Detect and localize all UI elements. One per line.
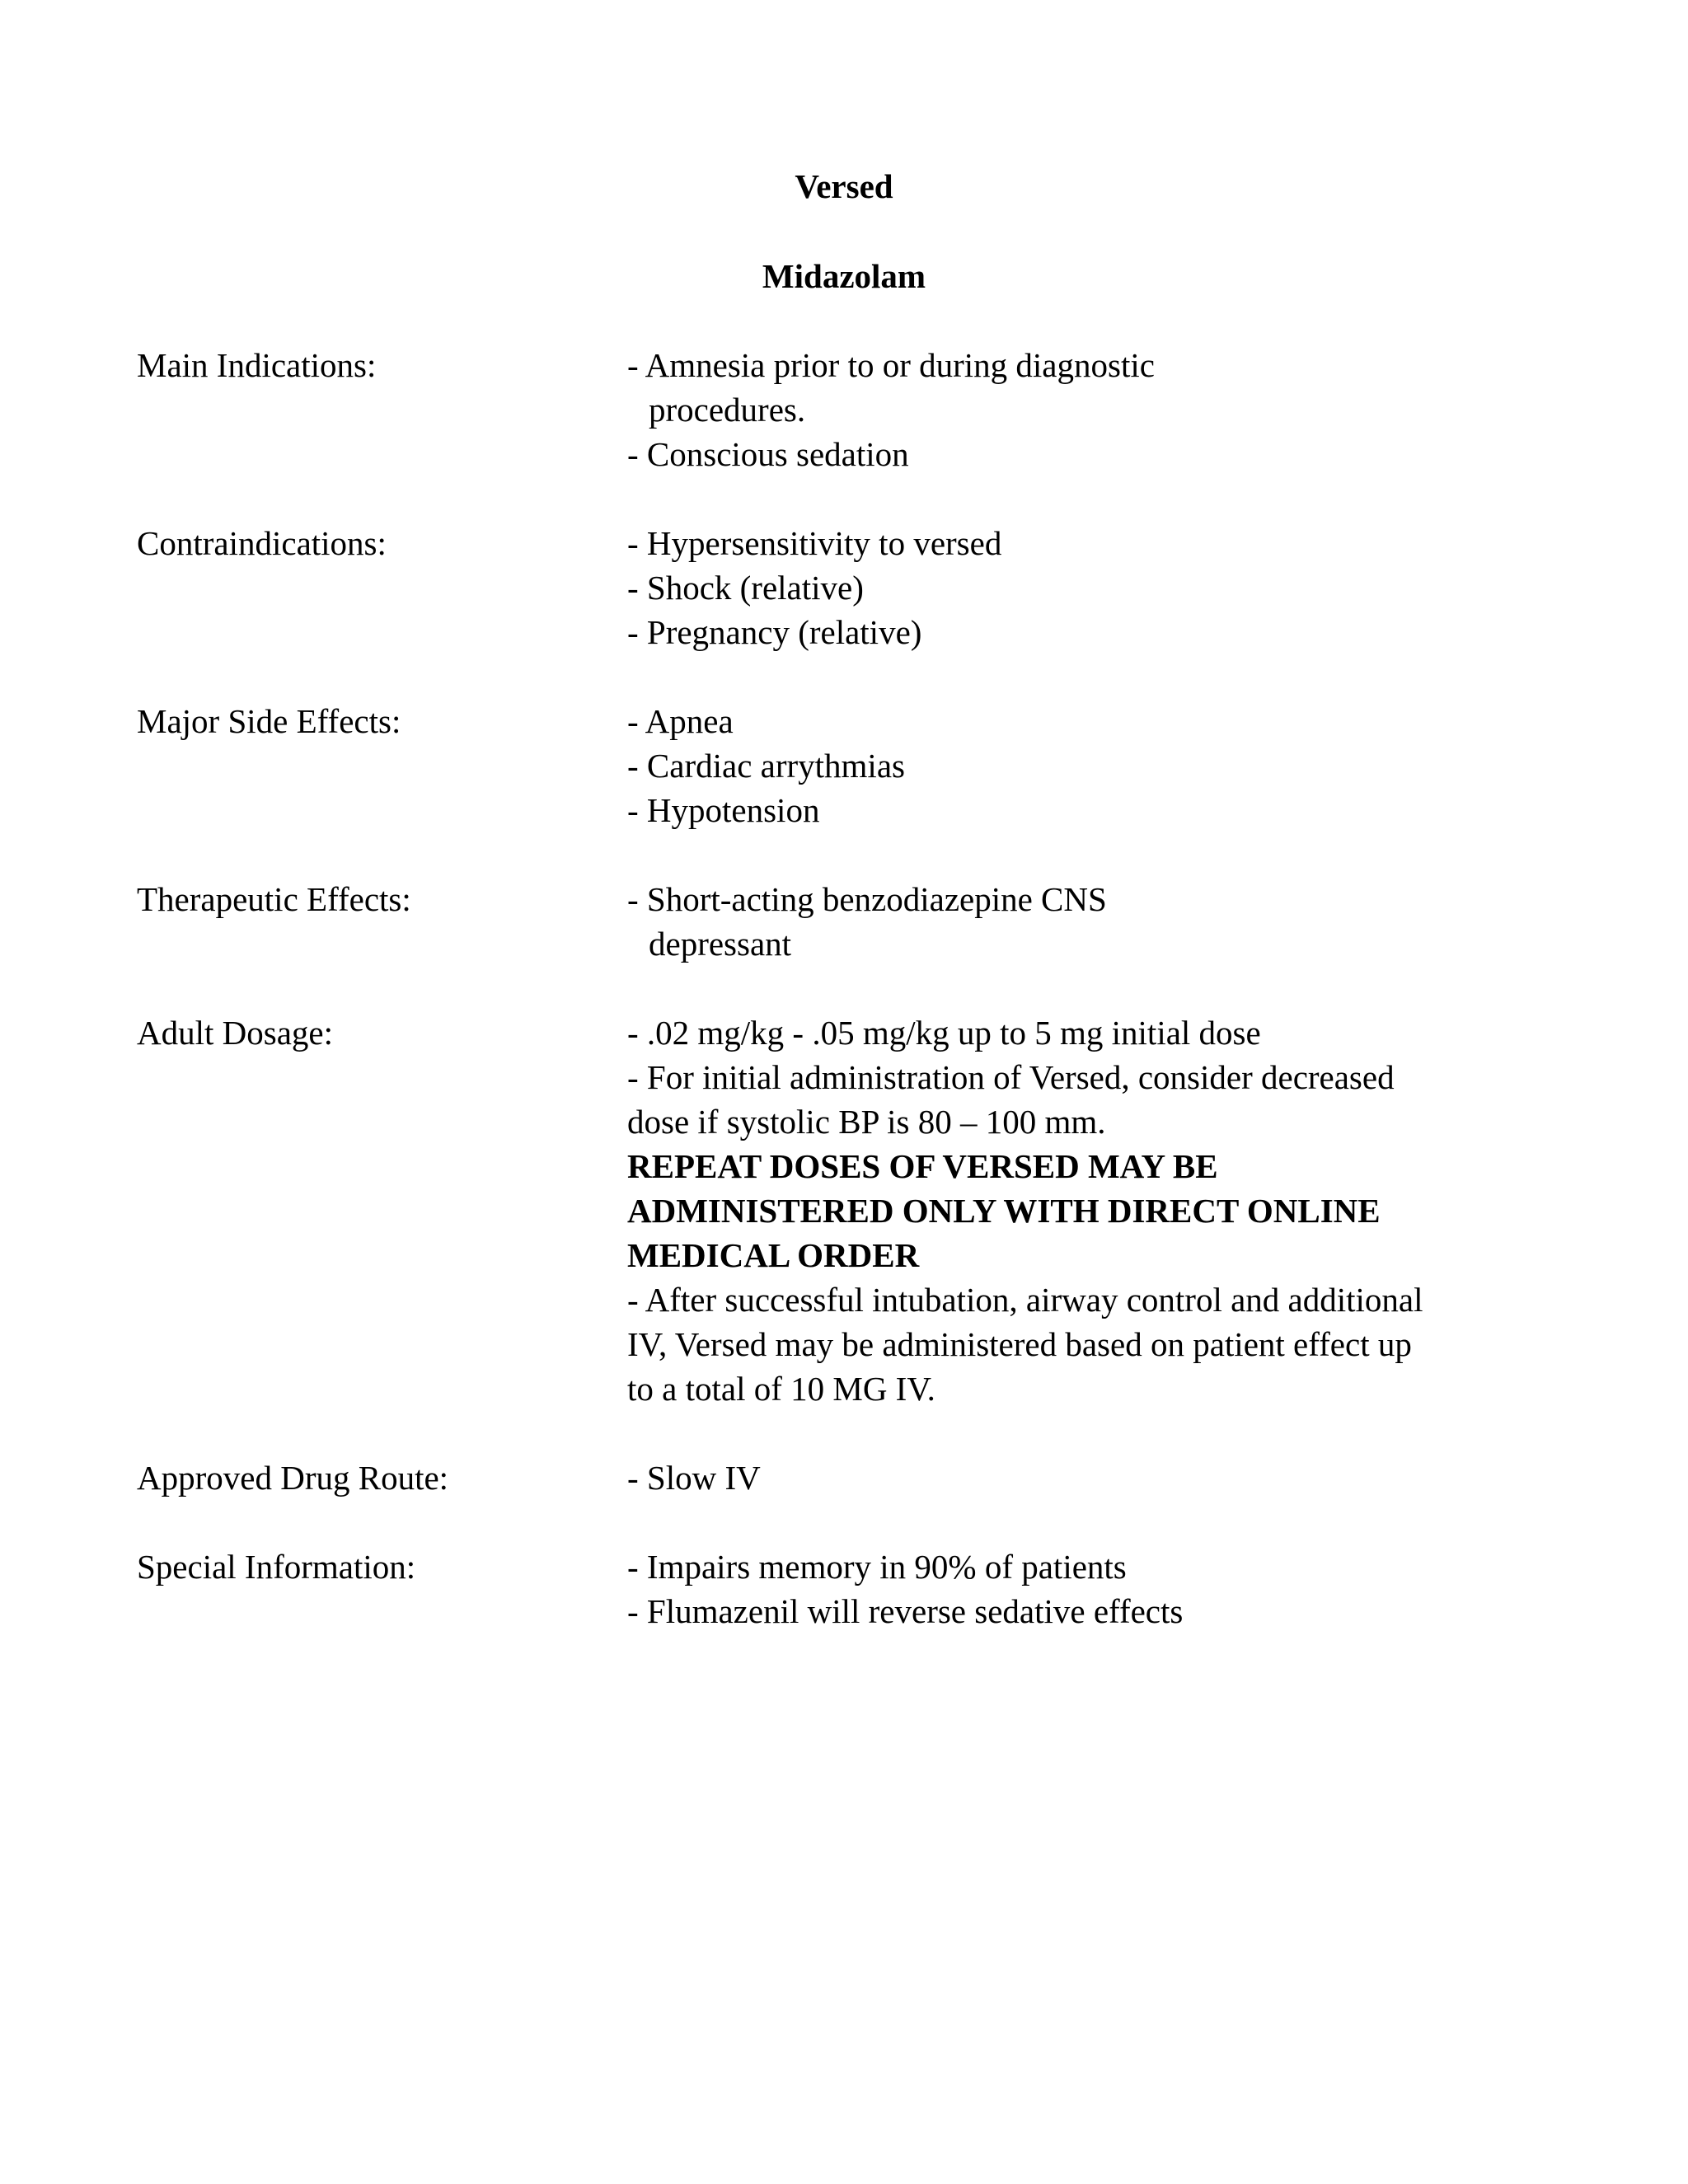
content-line: - Impairs memory in 90% of patients — [627, 1548, 1127, 1586]
info-section — [137, 521, 1571, 654]
section-content — [627, 1455, 1559, 1500]
content-line: - Hypersensitivity to versed — [627, 524, 1002, 562]
warning-line: MEDICAL ORDER — [627, 1236, 920, 1274]
section-label: Therapeutic Effects: — [137, 880, 411, 918]
content-line: dose if systolic BP is 80 – 100 mm. — [627, 1103, 1106, 1141]
info-section — [137, 1455, 1571, 1500]
section-content — [627, 343, 1559, 476]
section-label: Major Side Effects: — [137, 702, 401, 740]
section-content — [627, 1010, 1559, 1411]
section-label: Special Information: — [137, 1548, 416, 1586]
section-content — [627, 1544, 1559, 1633]
info-section — [137, 877, 1571, 966]
section-label: Main Indications: — [137, 346, 377, 384]
content-line: procedures. — [649, 391, 806, 429]
info-section — [137, 699, 1571, 832]
warning-line: REPEAT DOSES OF VERSED MAY BE — [627, 1147, 1218, 1185]
content-line: - Hypotension — [627, 791, 820, 829]
section-content — [627, 699, 1559, 832]
content-line: - Conscious sedation — [627, 435, 909, 473]
info-section — [137, 343, 1571, 476]
content-line: - After successful intubation, airway control and additional — [627, 1281, 1423, 1319]
section-content — [627, 521, 1559, 654]
section-label: Approved Drug Route: — [137, 1459, 449, 1497]
drug-info-sections — [137, 343, 1571, 1678]
content-line: depressant — [649, 925, 792, 963]
warning-line: ADMINISTERED ONLY WITH DIRECT ONLINE — [627, 1192, 1381, 1230]
content-line: - Cardiac arrythmias — [627, 747, 905, 785]
content-line: to a total of 10 MG IV. — [627, 1370, 935, 1408]
document-subtitle: Midazolam — [762, 257, 926, 295]
content-line: - For initial administration of Versed, consider decreased — [627, 1058, 1395, 1096]
content-line: - Shock (relative) — [627, 569, 864, 607]
content-line: - Flumazenil will reverse sedative effects — [627, 1592, 1184, 1630]
content-line: - Pregnancy (relative) — [627, 613, 922, 651]
section-content — [627, 877, 1559, 966]
info-section — [137, 1544, 1571, 1633]
content-line: IV, Versed may be administered based on patient effect up — [627, 1325, 1412, 1363]
content-line: - Apnea — [627, 702, 734, 740]
info-section — [137, 1010, 1571, 1411]
section-label: Adult Dosage: — [137, 1014, 333, 1052]
document-title: Versed — [795, 167, 893, 205]
content-line: - Short-acting benzodiazepine CNS — [627, 880, 1107, 918]
content-line: - Amnesia prior to or during diagnostic — [627, 346, 1155, 384]
content-line: - Slow IV — [627, 1459, 761, 1497]
section-label: Contraindications: — [137, 524, 387, 562]
content-line: - .02 mg/kg - .05 mg/kg up to 5 mg initial dose — [627, 1014, 1261, 1052]
